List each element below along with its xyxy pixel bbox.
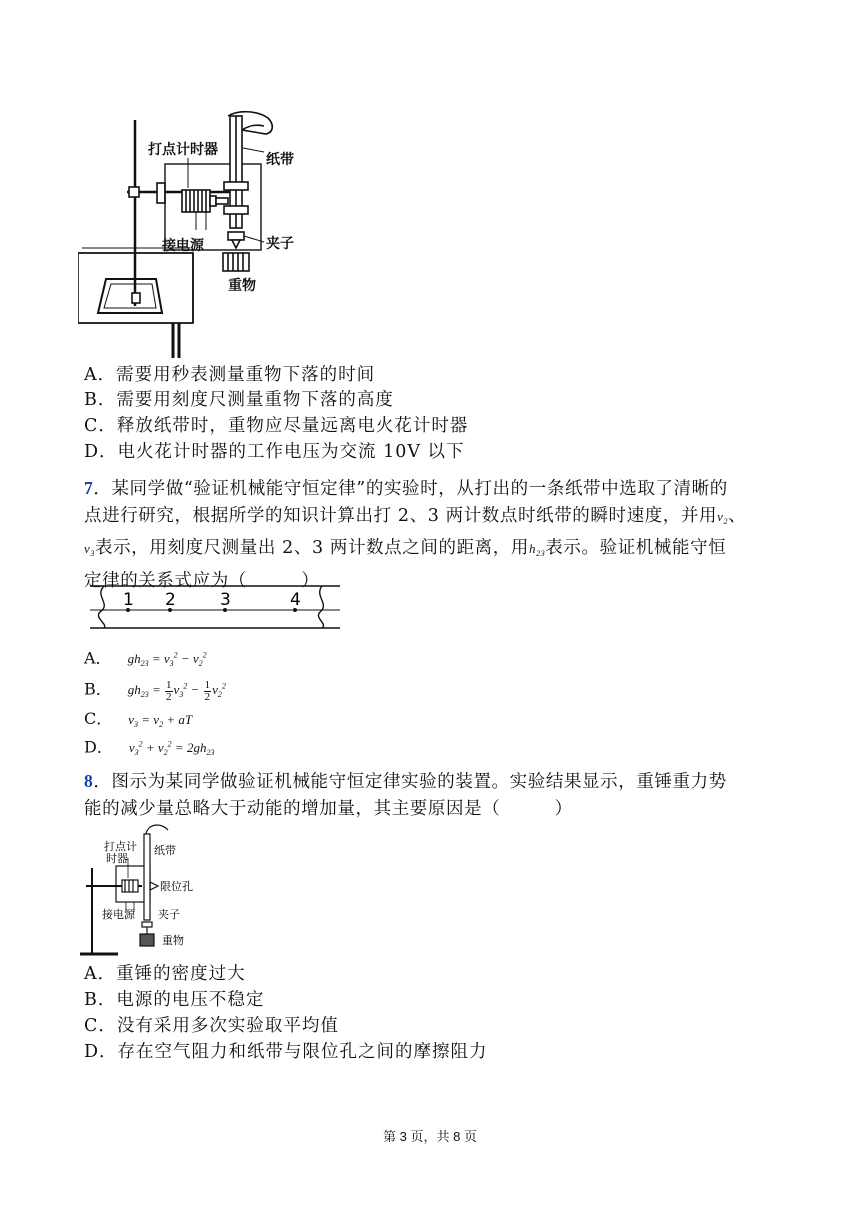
q6-option-b: B．需要用刻度尺测量重物下落的高度 <box>84 390 394 410</box>
page-footer: 第 3 页，共 8 页 <box>383 1129 477 1144</box>
q8-label-weight: 重物 <box>162 934 184 947</box>
q8-label-tape: 纸带 <box>154 844 176 857</box>
q7-stem: 7．某同学做“验证机械能守恒定律”的实验时，从打出的一条纸带中选取了清晰的 点进行研究，根据所学的知识计算出打 2、3 两计数点时纸带的瞬时速度，并用$v_2$、 $v_3$表示，用刻度尺测量出 2、3 两计数点之间的距离，用$h_{23}$表示。验证机械能守恒 定律的关系式应为（ ） <box>84 478 747 591</box>
q7-option-b: B． $gh_{23}$ = $\frac{1}{2}$ $v_3^2$ − $\frac{1}{2}$ $v_2^2$ <box>84 678 226 703</box>
q8-label-clip: 夹子 <box>158 908 180 921</box>
q8-option-a: A．重锤的密度过大 <box>84 964 246 984</box>
q6-option-c: C．释放纸带时，重物应尽量远离电火花计时器 <box>84 416 469 436</box>
q8-option-d: D．存在空气阻力和纸带与限位孔之间的摩擦阻力 <box>84 1042 488 1062</box>
paper-tape-figure <box>90 580 340 640</box>
tape-label-1: 1 <box>123 590 134 610</box>
figure1-label-clip: 夹子 <box>266 236 294 252</box>
q8-number: 8 <box>84 771 94 791</box>
q7-option-a: A． $gh_{23} = v_3^2 - v_2^2$ <box>84 648 207 669</box>
q6-option-a: A．需要用秒表测量重物下落的时间 <box>84 365 376 385</box>
q7-option-c: C． $v_3 = v_2$ + aT <box>84 709 193 729</box>
tape-label-4: 4 <box>290 590 301 610</box>
q8-label-timer-2: 时器 <box>106 852 128 865</box>
tape-label-2: 2 <box>165 590 176 610</box>
q7-option-d: D． $v_3^2 + v_2^2 = 2gh_{23}$ <box>84 737 215 758</box>
figure1-label-timer: 打点计时器 <box>148 142 218 158</box>
q8-label-power: 接电源 <box>102 908 135 921</box>
apparatus-figure <box>78 108 338 360</box>
q8-label-timer-1: 打点计 <box>104 840 137 853</box>
tape-label-3: 3 <box>220 590 231 610</box>
q8-option-b: B．电源的电压不稳定 <box>84 990 265 1010</box>
q8-stem: 8．图示为某同学做验证机械能守恒定律实验的装置。实验结果显示，重锤重力势 能的减少量总略大于动能的增加量，其主要原因是（ ） <box>84 771 727 819</box>
figure1-label-weight: 重物 <box>228 278 256 294</box>
q8-label-limit-hole: 限位孔 <box>160 880 193 893</box>
figure1-label-tape: 纸带 <box>266 152 294 168</box>
q7-number: 7 <box>84 478 94 498</box>
q8-option-c: C．没有采用多次实验取平均值 <box>84 1016 339 1036</box>
q6-option-d: D．电火花计时器的工作电压为交流 10V 以下 <box>84 442 465 462</box>
q8-apparatus-figure <box>78 820 238 960</box>
figure1-label-power: 接电源 <box>162 238 204 254</box>
